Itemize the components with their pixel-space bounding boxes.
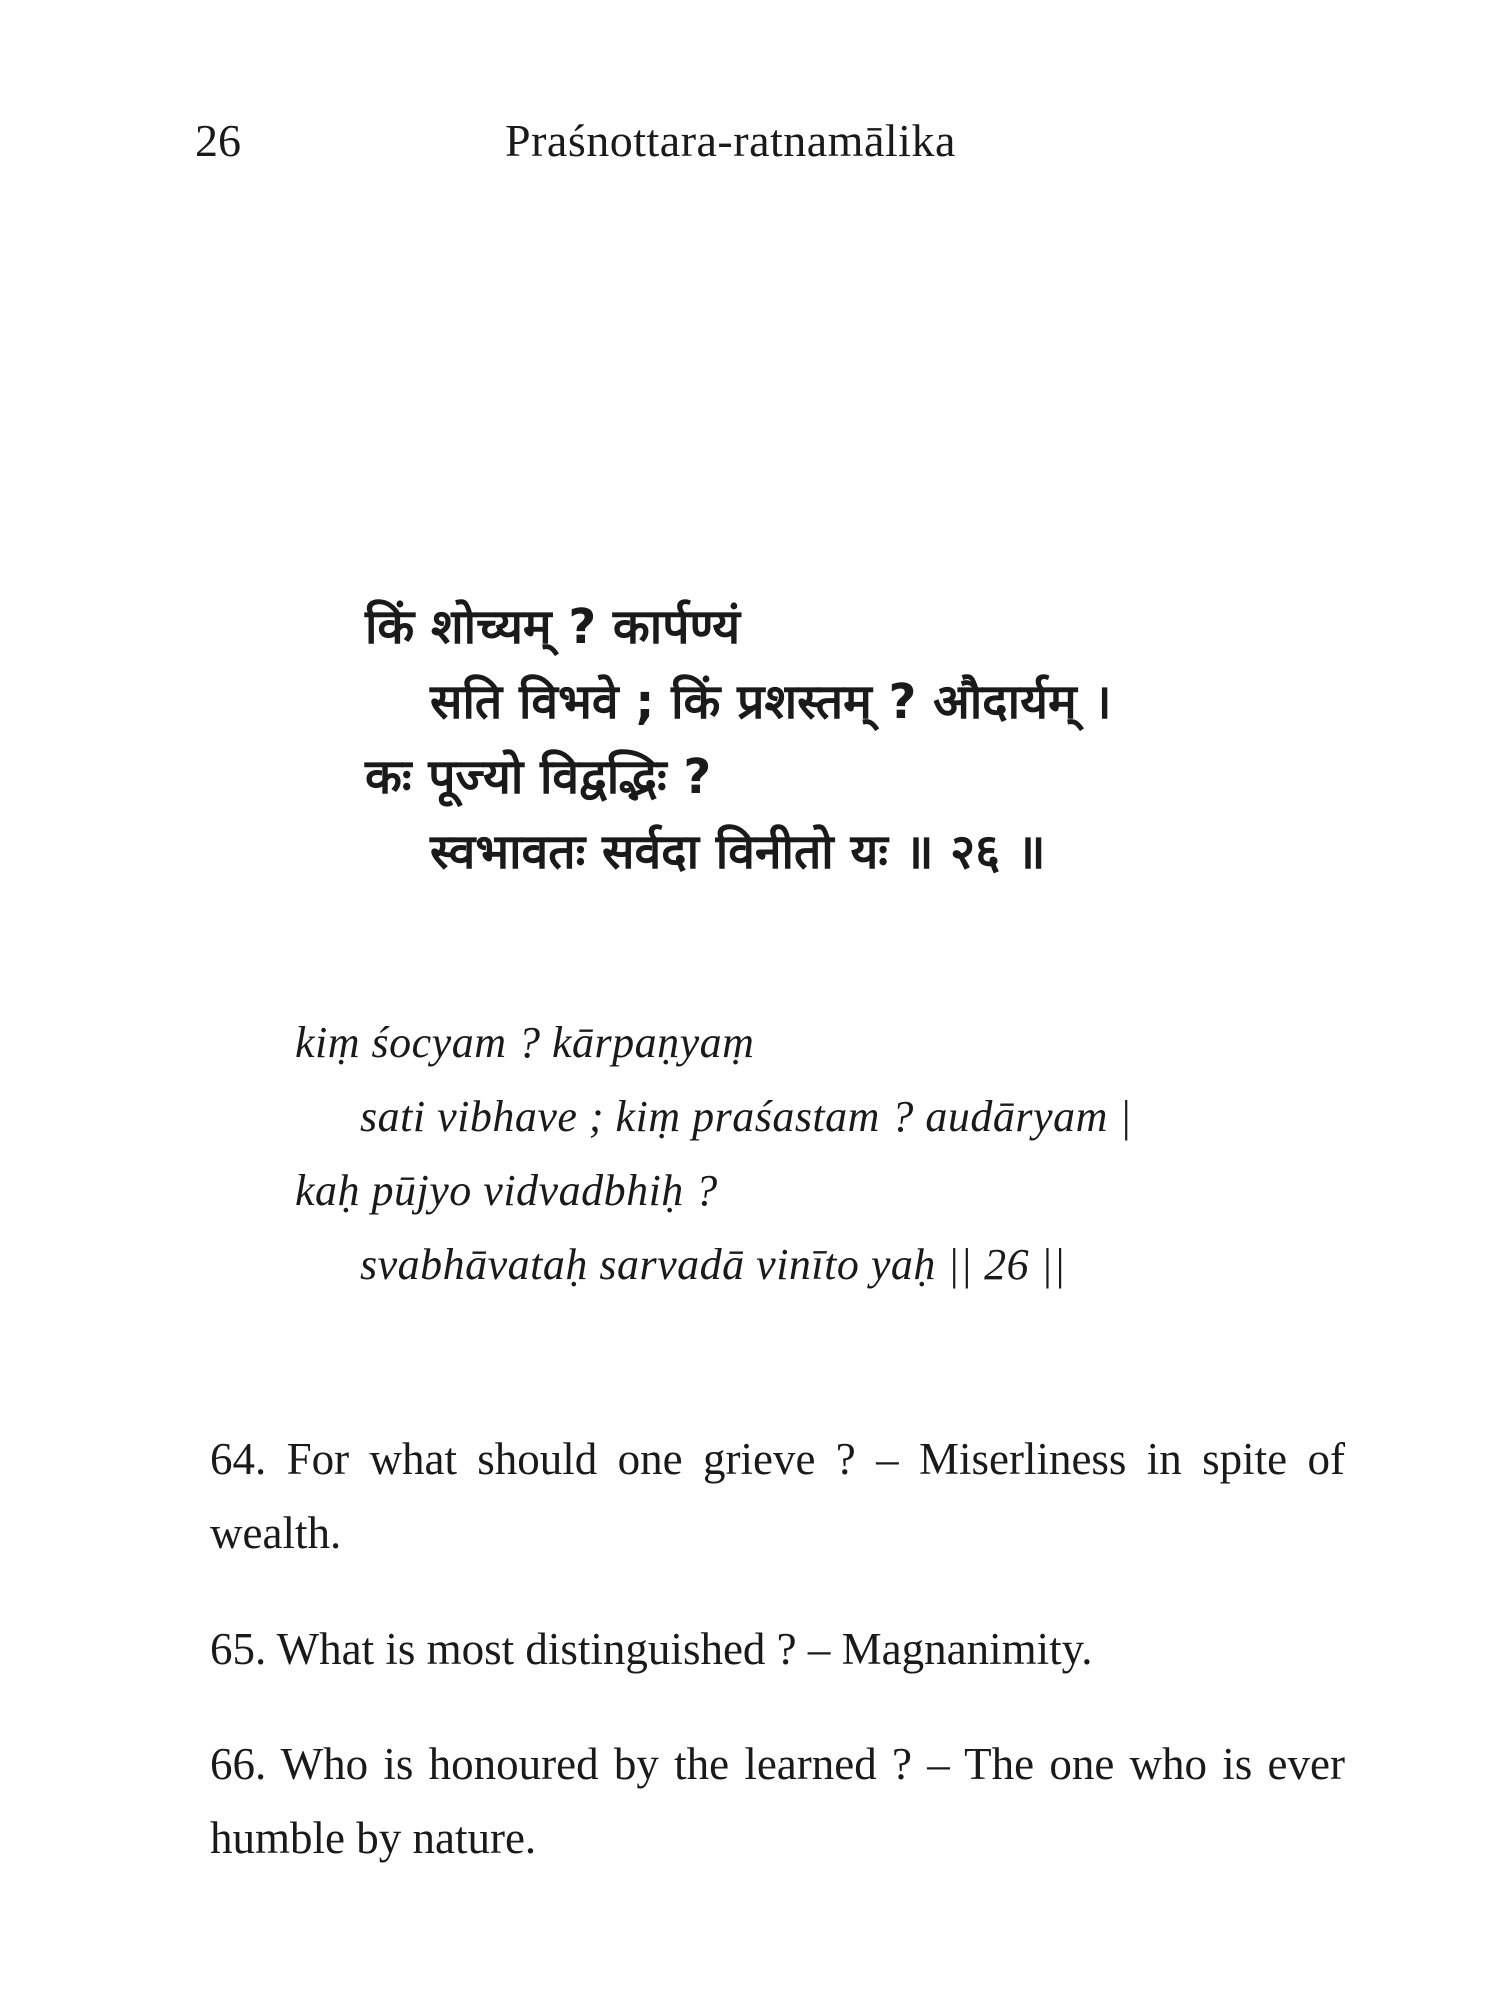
translation-64: 64. For what should one grieve ? – Miserliness in spite of wealth. xyxy=(210,1434,1345,1558)
page-number: 26 xyxy=(195,115,241,166)
verse-sanskrit xyxy=(365,590,1365,890)
translation-66: 66. Who is honoured by the learned ? – The one who is ever humble by nature. xyxy=(210,1739,1345,1863)
transliteration-line-3: kaḥ pūjyo vidvadbhiḥ ? xyxy=(295,1166,718,1215)
transliteration-line-4: svabhāvataḥ sarvadā vinīto yaḥ || 26 || xyxy=(360,1240,1066,1289)
sanskrit-line-1: किं शोच्यम् ? कार्पण्यं xyxy=(365,599,741,655)
verse-transliteration xyxy=(295,1006,1395,1302)
sanskrit-line-3: कः पूज्यो विद्वद्भिः ? xyxy=(365,749,712,805)
sanskrit-line-4: स्वभावतः सर्वदा विनीतो यः ॥ २६ ॥ xyxy=(430,824,1046,880)
translation-65: 65. What is most distinguished ? – Magnanimity. xyxy=(210,1624,1093,1674)
running-head-title: Praśnottara-ratnamālika xyxy=(505,115,956,166)
transliteration-line-1: kiṃ śocyam ? kārpaṇyaṃ xyxy=(295,1018,755,1067)
sanskrit-line-2: सति विभवे ; किं प्रशस्तम् ? औदार्यम् । xyxy=(430,674,1112,730)
transliteration-line-2: sati vibhave ; kiṃ praśastam ? audāryam | xyxy=(360,1092,1132,1141)
